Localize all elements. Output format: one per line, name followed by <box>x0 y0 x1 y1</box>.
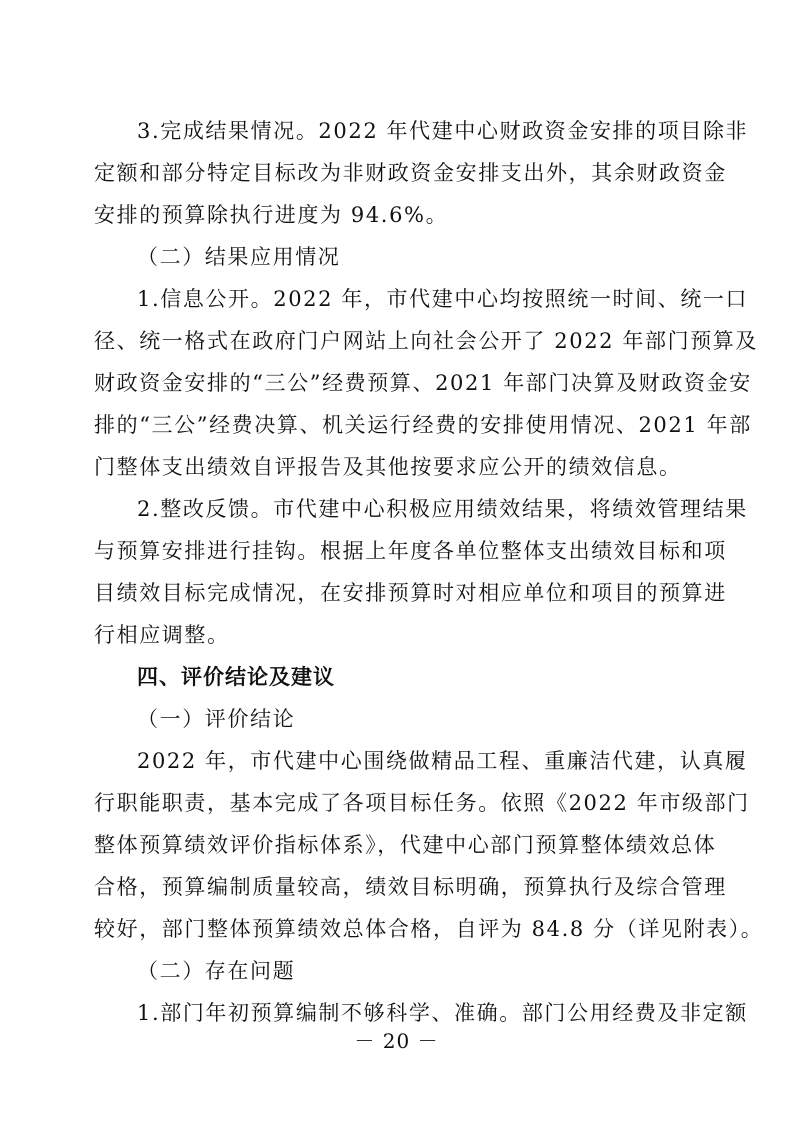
paragraph-line: 合格，预算编制质量较高，绩效目标明确，预算执行及综合管理 <box>94 875 727 899</box>
paragraph-line: 行职能职责，基本完成了各项目标任务。依照《2022 年市级部门 <box>94 791 750 815</box>
paragraph-line: 定额和部分特定目标改为非财政资金安排支出外，其余财政资金 <box>94 161 727 185</box>
paragraph-line: 3.完成结果情况。2022 年代建中心财政资金安排的项目除非 <box>137 119 749 143</box>
paragraph-line: 财政资金安排的“三公”经费预算、2021 年部门决算及财政资金安 <box>94 371 752 395</box>
section-heading: （一）评价结论 <box>137 707 296 731</box>
chapter-heading: 四、评价结论及建议 <box>137 665 335 689</box>
paragraph-line: 整体预算绩效评价指标体系》，代建中心部门预算整体绩效总体 <box>94 833 717 857</box>
paragraph-line: 1.信息公开。2022 年，市代建中心均按照统一时间、统一口 <box>137 287 749 311</box>
section-heading: （二）存在问题 <box>137 959 296 983</box>
paragraph-line: 排的“三公”经费决算、机关运行经费的安排使用情况、2021 年部 <box>94 413 752 437</box>
page-number: － 20 － <box>354 1029 439 1053</box>
paragraph-line: 较好，部门整体预算绩效总体合格，自评为 84.8 分（详见附表）。 <box>94 917 764 941</box>
section-heading: （二）结果应用情况 <box>137 245 341 269</box>
paragraph-line: 目绩效目标完成情况，在安排预算时对相应单位和项目的预算进 <box>94 581 727 605</box>
paragraph-line: 门整体支出绩效自评报告及其他按要求应公开的绩效信息。 <box>94 455 682 479</box>
paragraph-line: 与预算安排进行挂钩。根据上年度各单位整体支出绩效目标和项 <box>94 539 727 563</box>
paragraph-line: 1.部门年初预算编制不够科学、准确。部门公用经费及非定额 <box>137 1001 748 1025</box>
paragraph-line: 安排的预算除执行进度为 94.6%。 <box>94 203 449 227</box>
paragraph-line: 径、统一格式在政府门户网站上向社会公开了 2022 年部门预算及 <box>94 329 758 353</box>
paragraph-line: 2022 年，市代建中心围绕做精品工程、重廉洁代建，认真履 <box>137 749 748 773</box>
paragraph-line: 2.整改反馈。市代建中心积极应用绩效结果，将绩效管理结果 <box>137 497 748 521</box>
paragraph-line: 行相应调整。 <box>94 623 230 647</box>
